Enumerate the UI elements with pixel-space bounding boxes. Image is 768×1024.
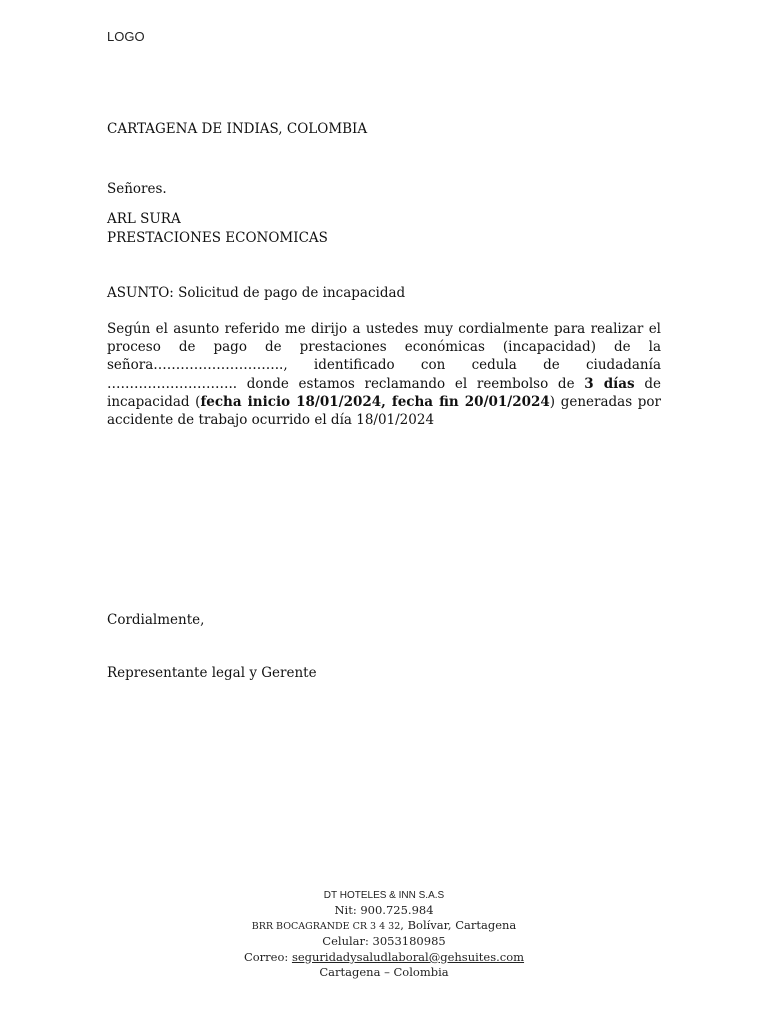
subject-line: ASUNTO: Solicitud de pago de incapacidad — [107, 285, 406, 301]
footer-address-city: , Bolívar, Cartagena — [400, 918, 517, 933]
footer-address — [0, 918, 768, 934]
signature-title: Representante legal y Gerente — [107, 665, 317, 681]
logo-placeholder: LOGO — [107, 29, 145, 44]
body-text-part-3: ) generadas por accidente de trabajo ocurrido el día 18/01/2024 — [107, 393, 661, 429]
recipient-department: PRESTACIONES ECONOMICAS — [107, 230, 328, 246]
body-text-part-2: de incapacidad ( — [107, 375, 661, 410]
footer-phone: Celular: 3053180985 — [322, 934, 446, 949]
footer-email-label: Correo: — [243, 949, 292, 964]
letter-body — [107, 320, 661, 429]
footer-company: DT HOTELES & INN S.A.S — [323, 890, 445, 901]
city-line: CARTAGENA DE INDIAS, COLOMBIA — [107, 121, 368, 137]
letterhead-footer — [0, 889, 768, 980]
footer-address-street: BRR BOCAGRANDE CR 3 4 32 — [251, 921, 401, 933]
footer-location: Cartagena – Colombia — [319, 964, 449, 979]
body-dates-bold: fecha inicio 18/01/2024, fecha fin 20/01/2024 — [200, 393, 550, 410]
body-text-part-1: Según el asunto referido me dirijo a ustedes muy cordialmente para realizar el proceso de pago de prestaciones económicas (incapacidad) de la señora……………………….., identificado con cedula de ciudadanía ……………………….. donde estamos reclamando el reembolso de — [107, 321, 661, 392]
salutation: Señores. — [107, 181, 167, 197]
body-days-bold: 3 días — [584, 375, 635, 392]
footer-email-line — [0, 950, 768, 965]
closing: Cordialmente, — [107, 612, 205, 628]
footer-email-link[interactable]: seguridadysaludlaboral@gehsuites.com — [291, 949, 525, 964]
footer-nit: Nit: 900.725.984 — [334, 903, 434, 917]
recipient-company: ARL SURA — [107, 211, 181, 227]
